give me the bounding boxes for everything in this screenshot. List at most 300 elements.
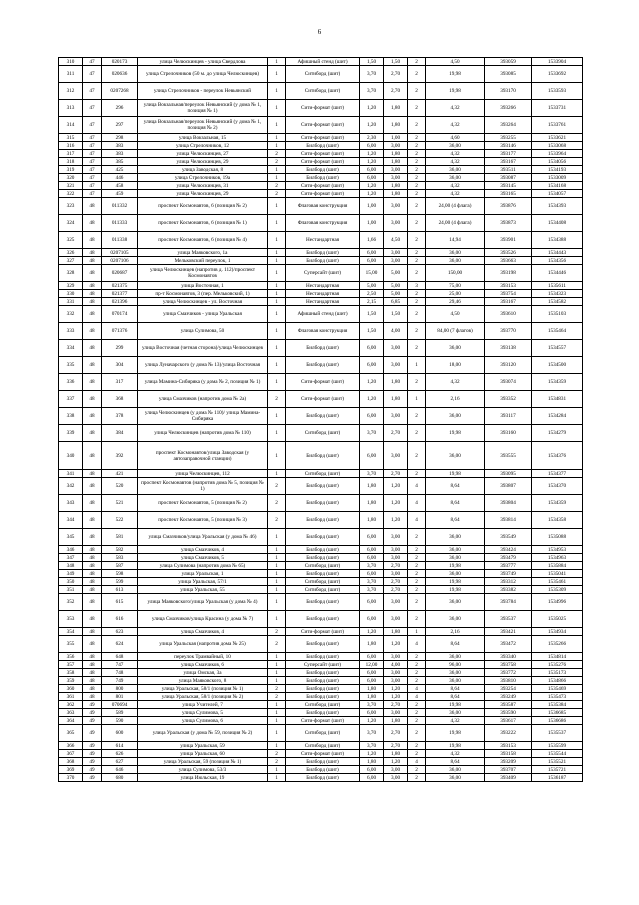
zone-number-cell: 48: [83, 677, 102, 685]
table-row: [59, 166, 583, 174]
coord-y-cell: 1535461: [532, 578, 583, 586]
faces-cell: 2: [408, 742, 426, 750]
structure-type-cell: Билборд (шит): [286, 594, 360, 611]
address-cell: улица Уральская, 58/1 (позиция № 2): [138, 693, 268, 701]
coord-y-cell: 1534284: [532, 408, 583, 425]
structure-id-cell: 020687: [102, 265, 138, 282]
structure-id-cell: 020636: [102, 66, 138, 83]
zone-number-cell: 48: [83, 282, 102, 290]
structure-type-cell: Нестандартная: [286, 232, 360, 249]
row-number-cell: 367: [59, 750, 83, 758]
row-number-cell: 364: [59, 717, 83, 725]
coord-y-cell: 1534953: [532, 546, 583, 554]
height-cell: 1,50: [384, 306, 408, 323]
faces-cell: 4: [408, 685, 426, 693]
table-row: [59, 374, 583, 391]
coord-x-cell: 393749: [485, 570, 532, 578]
coord-x-cell: 393409: [485, 774, 532, 782]
area-cell: 4,32: [426, 158, 485, 166]
area-cell: 19,98: [426, 425, 485, 442]
faces-cell: 2: [408, 611, 426, 628]
area-cell: 8,64: [426, 758, 485, 766]
coord-x-cell: 393120: [485, 357, 532, 374]
width-cell: 6,00: [360, 677, 384, 685]
height-cell: 1,80: [384, 391, 408, 408]
zone-number-cell: 48: [83, 442, 102, 470]
width-cell: 6,00: [360, 546, 384, 554]
coord-x-cell: 393472: [485, 636, 532, 653]
sides-count-cell: 2: [268, 495, 286, 512]
height-cell: 1,20: [384, 693, 408, 701]
coord-x-cell: 393165: [485, 190, 532, 198]
height-cell: 3,00: [384, 774, 408, 782]
width-cell: 6,00: [360, 257, 384, 265]
sides-count-cell: 1: [268, 257, 286, 265]
table-row: [59, 323, 583, 340]
row-number-cell: 329: [59, 282, 83, 290]
faces-cell: 2: [408, 677, 426, 685]
height-cell: 1,80: [384, 117, 408, 134]
coord-y-cell: 1536686: [532, 717, 583, 725]
structure-id-cell: 425: [102, 166, 138, 174]
faces-cell: 2: [408, 562, 426, 570]
sides-count-cell: 1: [268, 166, 286, 174]
table-row: [59, 661, 583, 669]
width-cell: 1,80: [360, 512, 384, 529]
row-number-cell: 369: [59, 766, 83, 774]
structure-type-cell: Билборд (шит): [286, 677, 360, 685]
width-cell: 2,50: [360, 290, 384, 298]
area-cell: 36,00: [426, 677, 485, 685]
sides-count-cell: 1: [268, 58, 286, 66]
address-cell: улица Уральская, 60: [138, 750, 268, 758]
height-cell: 3,00: [384, 611, 408, 628]
faces-cell: 2: [408, 717, 426, 725]
structure-id-cell: 0207105: [102, 249, 138, 257]
structure-id-cell: 616: [102, 611, 138, 628]
coord-x-cell: 393254: [485, 685, 532, 693]
width-cell: 1,20: [360, 374, 384, 391]
structure-type-cell: Ситиборд (шит): [286, 725, 360, 742]
faces-cell: 2: [408, 117, 426, 134]
height-cell: 3,00: [384, 340, 408, 357]
area-cell: 36,00: [426, 174, 485, 182]
row-number-cell: 315: [59, 134, 83, 142]
coord-y-cell: 1533621: [532, 134, 583, 142]
table-row: [59, 570, 583, 578]
area-cell: 8,64: [426, 495, 485, 512]
area-cell: 8,64: [426, 636, 485, 653]
faces-cell: 2: [408, 750, 426, 758]
height-cell: 6,85: [384, 298, 408, 306]
address-cell: улица Вокзальная/переулок Невьянский (у дома № 1, позиция № 1): [138, 100, 268, 117]
height-cell: 2,70: [384, 701, 408, 709]
row-number-cell: 340: [59, 442, 83, 470]
structure-type-cell: Сити-формат (шит): [286, 182, 360, 190]
structure-id-cell: 011333: [102, 215, 138, 232]
width-cell: 1,20: [360, 182, 384, 190]
table-row: [59, 58, 583, 66]
coord-x-cell: 393222: [485, 725, 532, 742]
row-number-cell: 317: [59, 150, 83, 158]
zone-number-cell: 49: [83, 758, 102, 766]
coord-y-cell: 1535473: [532, 693, 583, 701]
area-cell: 4,60: [426, 134, 485, 142]
structure-type-cell: Сити-формат (шит): [286, 190, 360, 198]
faces-cell: 2: [408, 150, 426, 158]
row-number-cell: 321: [59, 182, 83, 190]
table-row: [59, 340, 583, 357]
sides-count-cell: 1: [268, 717, 286, 725]
coord-y-cell: 1534377: [532, 470, 583, 478]
height-cell: 3,00: [384, 249, 408, 257]
coord-x-cell: 393873: [485, 215, 532, 232]
coord-y-cell: 1534376: [532, 442, 583, 470]
sides-count-cell: 1: [268, 340, 286, 357]
width-cell: 1,80: [360, 693, 384, 701]
coord-y-cell: 1534193: [532, 166, 583, 174]
sides-count-cell: 1: [268, 66, 286, 83]
height-cell: 5,00: [384, 265, 408, 282]
zone-number-cell: 47: [83, 58, 102, 66]
coord-y-cell: 1534168: [532, 182, 583, 190]
address-cell: улица Уральская (напротив дома № 25): [138, 636, 268, 653]
width-cell: 1,20: [360, 117, 384, 134]
coord-x-cell: 393117: [485, 408, 532, 425]
zone-number-cell: 49: [83, 709, 102, 717]
table-row: [59, 265, 583, 282]
height-cell: 2,70: [384, 586, 408, 594]
table-row: [59, 701, 583, 709]
sides-count-cell: 2: [268, 685, 286, 693]
row-number-cell: 311: [59, 66, 83, 83]
area-cell: 36,00: [426, 709, 485, 717]
sides-count-cell: 2: [268, 758, 286, 766]
coord-x-cell: 393663: [485, 257, 532, 265]
table-row: [59, 257, 583, 265]
structure-type-cell: Флаговая конструкция: [286, 198, 360, 215]
faces-cell: 2: [408, 66, 426, 83]
row-number-cell: 335: [59, 357, 83, 374]
faces-cell: 2: [408, 586, 426, 594]
row-number-cell: 355: [59, 636, 83, 653]
sides-count-cell: 1: [268, 357, 286, 374]
structure-type-cell: Билборд (шит): [286, 478, 360, 495]
faces-cell: 2: [408, 290, 426, 298]
address-cell: проспект Космонавтов, 6 (позиция № 2): [138, 198, 268, 215]
width-cell: 1,00: [360, 215, 384, 232]
width-cell: 1,50: [360, 323, 384, 340]
height-cell: 4,00: [384, 323, 408, 340]
sides-count-cell: 1: [268, 742, 286, 750]
address-cell: улица Вокзальная, 15: [138, 134, 268, 142]
zone-number-cell: 48: [83, 546, 102, 554]
address-cell: проспект Космонавтов/улица Заводская (у автозаправочной станции): [138, 442, 268, 470]
sides-count-cell: 2: [268, 478, 286, 495]
width-cell: 6,00: [360, 653, 384, 661]
table-row: [59, 709, 583, 717]
structure-id-cell: 587: [102, 562, 138, 570]
coord-y-cell: 1534582: [532, 298, 583, 306]
faces-cell: 2: [408, 570, 426, 578]
structure-id-cell: 590: [102, 717, 138, 725]
structure-id-cell: 582: [102, 546, 138, 554]
table-row: [59, 215, 583, 232]
width-cell: 1,20: [360, 628, 384, 636]
height-cell: 3,00: [384, 766, 408, 774]
faces-cell: 2: [408, 529, 426, 546]
address-cell: улица Челюскинцев, 31: [138, 182, 268, 190]
zone-number-cell: 48: [83, 340, 102, 357]
area-cell: 29,46: [426, 298, 485, 306]
zone-number-cell: 48: [83, 215, 102, 232]
structure-type-cell: Сити-формат (шит): [286, 750, 360, 758]
table-row: [59, 190, 583, 198]
structure-id-cell: 626: [102, 750, 138, 758]
width-cell: 6,00: [360, 774, 384, 782]
structure-id-cell: 614: [102, 742, 138, 750]
table-row: [59, 442, 583, 470]
coord-y-cell: 1533593: [532, 83, 583, 100]
structure-id-cell: 458: [102, 182, 138, 190]
address-cell: улица Смазчиков, 6: [138, 661, 268, 669]
sides-count-cell: 2: [268, 693, 286, 701]
table-row: [59, 586, 583, 594]
faces-cell: 2: [408, 215, 426, 232]
width-cell: 3,70: [360, 425, 384, 442]
structure-type-cell: Ситиборд (шит): [286, 425, 360, 442]
row-number-cell: 358: [59, 669, 83, 677]
coord-y-cell: 1534814: [532, 653, 583, 661]
structure-type-cell: Билборд (шит): [286, 249, 360, 257]
address-cell: улица Стрелочников, 19а: [138, 174, 268, 182]
address-cell: улица Восточная, 1: [138, 282, 268, 290]
coord-y-cell: 1534388: [532, 232, 583, 249]
height-cell: 3,00: [384, 669, 408, 677]
table-row: [59, 198, 583, 215]
table-row: [59, 512, 583, 529]
area-cell: 4,32: [426, 182, 485, 190]
address-cell: улица Челюскинцев, 29: [138, 158, 268, 166]
faces-cell: 2: [408, 142, 426, 150]
coord-y-cell: 1534831: [532, 391, 583, 408]
zone-number-cell: 48: [83, 290, 102, 298]
address-cell: улица Сулимова, 50: [138, 323, 268, 340]
zone-number-cell: 48: [83, 636, 102, 653]
width-cell: 2,15: [360, 298, 384, 306]
sides-count-cell: 1: [268, 232, 286, 249]
structure-id-cell: 299: [102, 340, 138, 357]
faces-cell: 2: [408, 198, 426, 215]
faces-cell: 4: [408, 512, 426, 529]
coord-x-cell: 393804: [485, 495, 532, 512]
structure-type-cell: Сити-формат (шит): [286, 117, 360, 134]
sides-count-cell: 1: [268, 470, 286, 478]
sides-count-cell: 2: [268, 150, 286, 158]
zone-number-cell: 47: [83, 134, 102, 142]
structure-type-cell: Билборд (шит): [286, 546, 360, 554]
row-number-cell: 348: [59, 562, 83, 570]
width-cell: 6,00: [360, 357, 384, 374]
sides-count-cell: 1: [268, 265, 286, 282]
sides-count-cell: 2: [268, 182, 286, 190]
structure-id-cell: 748: [102, 669, 138, 677]
structure-type-cell: Нестандартная: [286, 290, 360, 298]
structure-type-cell: Билборд (шит): [286, 529, 360, 546]
area-cell: 84,00 (7 флагов): [426, 323, 485, 340]
sides-count-cell: 2: [268, 158, 286, 166]
structure-type-cell: Билборд (шит): [286, 512, 360, 529]
sides-count-cell: 1: [268, 174, 286, 182]
coord-x-cell: 393255: [485, 134, 532, 142]
sides-count-cell: 1: [268, 578, 286, 586]
structure-id-cell: 384: [102, 425, 138, 442]
height-cell: 3,00: [384, 174, 408, 182]
area-cell: 4,32: [426, 374, 485, 391]
coord-x-cell: 393772: [485, 669, 532, 677]
coord-x-cell: 393209: [485, 758, 532, 766]
height-cell: 3,00: [384, 653, 408, 661]
faces-cell: 2: [408, 134, 426, 142]
sides-count-cell: 1: [268, 774, 286, 782]
row-number-cell: 350: [59, 578, 83, 586]
table-row: [59, 134, 583, 142]
row-number-cell: 334: [59, 340, 83, 357]
coord-y-cell: 1534500: [532, 357, 583, 374]
structure-type-cell: Сити-формат (шит): [286, 374, 360, 391]
zone-number-cell: 48: [83, 628, 102, 636]
faces-cell: 3: [408, 282, 426, 290]
coord-y-cell: 1533904: [532, 58, 583, 66]
row-number-cell: 325: [59, 232, 83, 249]
row-number-cell: 370: [59, 774, 83, 782]
height-cell: 1,20: [384, 512, 408, 529]
row-number-cell: 346: [59, 546, 83, 554]
height-cell: 4,50: [384, 232, 408, 249]
structure-id-cell: 522: [102, 512, 138, 529]
table-row: [59, 425, 583, 442]
coord-y-cell: 1535721: [532, 766, 583, 774]
coord-x-cell: 393421: [485, 628, 532, 636]
height-cell: 1,80: [384, 628, 408, 636]
zone-number-cell: 48: [83, 198, 102, 215]
structure-id-cell: 317: [102, 374, 138, 391]
sides-count-cell: 2: [268, 628, 286, 636]
structure-id-cell: 623: [102, 628, 138, 636]
address-cell: проспект Космонавтов, 5 (позиция № 2): [138, 495, 268, 512]
table-row: [59, 578, 583, 586]
zone-number-cell: 48: [83, 685, 102, 693]
coord-y-cell: 1534866: [532, 677, 583, 685]
faces-cell: 4: [408, 495, 426, 512]
address-cell: переулок Трамвайный, 10: [138, 653, 268, 661]
coord-y-cell: 1534443: [532, 249, 583, 257]
address-cell: улица Челюскинцев - ул. Восточная: [138, 298, 268, 306]
structure-type-cell: Суперсайт (шит): [286, 661, 360, 669]
coord-x-cell: 393085: [485, 66, 532, 83]
width-cell: 6,00: [360, 174, 384, 182]
structure-id-cell: 297: [102, 117, 138, 134]
row-number-cell: 337: [59, 391, 83, 408]
structure-type-cell: Ситиборд (шит): [286, 578, 360, 586]
structure-id-cell: 801: [102, 693, 138, 701]
table-row: [59, 758, 583, 766]
height-cell: 3,00: [384, 570, 408, 578]
zone-number-cell: 48: [83, 562, 102, 570]
address-cell: улица Омская, 3а: [138, 669, 268, 677]
structure-type-cell: Билборд (шит): [286, 340, 360, 357]
area-cell: 19,98: [426, 562, 485, 570]
structure-type-cell: Билборд (шит): [286, 174, 360, 182]
sides-count-cell: 1: [268, 290, 286, 298]
zone-number-cell: 48: [83, 594, 102, 611]
address-cell: улица Уральская, 59 (позиция № 1): [138, 758, 268, 766]
table-row: [59, 306, 583, 323]
coord-x-cell: 393138: [485, 340, 532, 357]
table-row: [59, 717, 583, 725]
coord-y-cell: 1536685: [532, 709, 583, 717]
zone-number-cell: 48: [83, 653, 102, 661]
width-cell: 2,30: [360, 134, 384, 142]
table-row: [59, 611, 583, 628]
structure-id-cell: 304: [102, 357, 138, 374]
coord-y-cell: 1534358: [532, 512, 583, 529]
structure-id-cell: 800: [102, 685, 138, 693]
coord-y-cell: 1534934: [532, 628, 583, 636]
height-cell: 1,80: [384, 750, 408, 758]
sides-count-cell: 1: [268, 677, 286, 685]
coord-x-cell: 393511: [485, 166, 532, 174]
zone-number-cell: 48: [83, 586, 102, 594]
faces-cell: 4: [408, 478, 426, 495]
structure-type-cell: Билборд (шит): [286, 257, 360, 265]
width-cell: 3,70: [360, 701, 384, 709]
table-row: [59, 66, 583, 83]
faces-cell: 2: [408, 669, 426, 677]
structure-type-cell: Нестандартная: [286, 282, 360, 290]
sides-count-cell: 1: [268, 570, 286, 578]
zone-number-cell: 47: [83, 166, 102, 174]
coord-x-cell: 393198: [485, 265, 532, 282]
row-number-cell: 352: [59, 594, 83, 611]
table-row: [59, 150, 583, 158]
structure-type-cell: Билборд (шит): [286, 611, 360, 628]
sides-count-cell: 1: [268, 653, 286, 661]
coord-x-cell: 393784: [485, 594, 532, 611]
height-cell: 2,70: [384, 83, 408, 100]
faces-cell: 2: [408, 546, 426, 554]
coord-y-cell: 1535884: [532, 562, 583, 570]
faces-cell: 2: [408, 661, 426, 669]
sides-count-cell: 1: [268, 83, 286, 100]
structure-id-cell: 646: [102, 766, 138, 774]
row-number-cell: 351: [59, 586, 83, 594]
table-row: [59, 495, 583, 512]
sides-count-cell: 1: [268, 117, 286, 134]
table-row: [59, 669, 583, 677]
faces-cell: 1: [408, 628, 426, 636]
row-number-cell: 314: [59, 117, 83, 134]
zone-number-cell: 47: [83, 182, 102, 190]
zone-number-cell: 48: [83, 693, 102, 701]
width-cell: 1,66: [360, 232, 384, 249]
coord-x-cell: 393537: [485, 611, 532, 628]
zone-number-cell: 48: [83, 306, 102, 323]
table-row: [59, 636, 583, 653]
width-cell: 1,20: [360, 100, 384, 117]
coord-x-cell: 393555: [485, 442, 532, 470]
zone-number-cell: 48: [83, 232, 102, 249]
